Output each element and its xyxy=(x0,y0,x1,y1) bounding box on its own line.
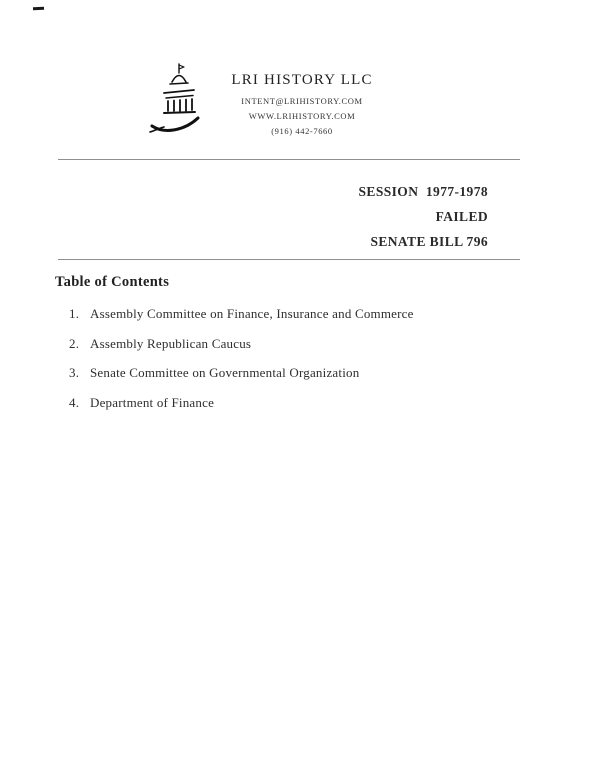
session-label: SESSION 1977-1978 xyxy=(358,184,488,199)
company-website: WWW.LRIHISTORY.COM xyxy=(248,111,356,121)
bill-label: SENATE BILL 796 xyxy=(370,234,488,249)
toc-title: Table of Contents xyxy=(55,274,170,290)
toc-item-label: Department of Finance xyxy=(90,394,215,410)
bill-info-block xyxy=(60,179,488,254)
toc-item-number: 3. xyxy=(69,365,80,380)
toc-item-label: Senate Committee on Governmental Organization xyxy=(90,365,360,380)
toc-item xyxy=(69,365,539,381)
toc-item xyxy=(69,395,539,411)
company-phone: (916) 442-7660 xyxy=(271,126,333,136)
divider-top xyxy=(58,159,520,160)
divider-bottom xyxy=(58,259,520,260)
toc-item-number: 1. xyxy=(69,306,80,321)
toc-item xyxy=(69,306,539,322)
toc-item-label: Assembly Republican Caucus xyxy=(90,335,252,351)
company-name: LRI HISTORY LLC xyxy=(231,72,373,88)
toc-item xyxy=(69,336,539,352)
status-label: FAILED xyxy=(435,209,488,224)
letterhead xyxy=(222,72,382,141)
toc-item-number: 2. xyxy=(69,335,80,351)
toc-item-label: Assembly Committee on Finance, Insurance and Commerce xyxy=(90,306,414,321)
scan-artifact xyxy=(33,7,44,10)
company-logo-capitol-icon xyxy=(146,60,206,140)
toc-list xyxy=(69,306,539,424)
toc-item-number: 4. xyxy=(69,394,80,410)
company-email: INTENT@LRIHISTORY.COM xyxy=(241,96,363,106)
